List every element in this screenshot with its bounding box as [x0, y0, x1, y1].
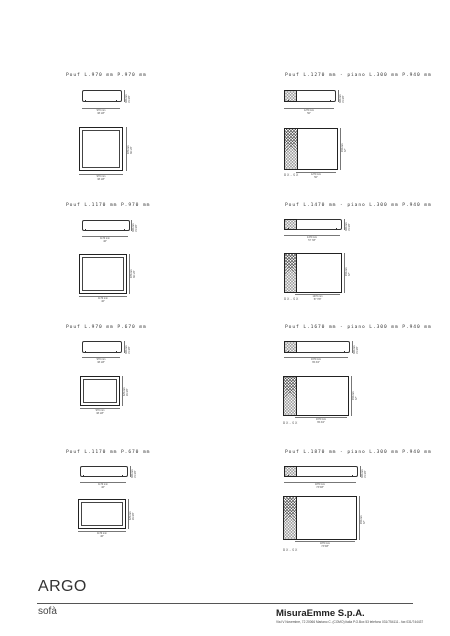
- foot: [124, 229, 125, 231]
- item-caption: Pouf L.1170 mm P.970 mm: [66, 203, 151, 208]
- quilted-top-section: [283, 376, 297, 416]
- foot: [336, 228, 337, 230]
- width-label: 970 mm 38 1/8": [96, 358, 106, 364]
- height-label: 390 mm 15 3/8": [353, 345, 359, 354]
- foot: [288, 100, 289, 102]
- depth-label: 670 mm 26 3/8": [129, 511, 135, 520]
- width-label: 970 mm 38 1/8": [96, 109, 106, 115]
- seat-outline: [83, 379, 117, 403]
- foot: [85, 100, 86, 102]
- seat-outline: [81, 502, 123, 526]
- quilted-top-section: [284, 253, 297, 293]
- item-caption: Pouf L.970 mm P.970 mm: [66, 73, 147, 78]
- depth-label: 970 mm 38 1/8": [130, 269, 136, 278]
- width-label: 1870 mm 73 5/8": [320, 542, 330, 548]
- side-elevation: [80, 466, 128, 477]
- plan-view: [80, 376, 120, 406]
- width-label: 1470 mm 57 7/8": [307, 236, 317, 242]
- width-label: 1170 mm 46": [98, 483, 108, 489]
- version-code: DX-SX: [284, 296, 299, 301]
- quilted-top-section: [283, 496, 297, 540]
- version-code: DX-SX: [283, 547, 298, 552]
- foot: [352, 475, 353, 477]
- foot: [288, 351, 289, 353]
- foot: [85, 229, 86, 231]
- plan-view: [79, 127, 123, 171]
- height-label: 390 mm 15 3/8": [131, 469, 137, 478]
- height-label: 390 mm 15 3/8": [125, 94, 131, 103]
- height-label: 390 mm 15 3/8": [345, 222, 351, 231]
- seat-outline: [82, 130, 120, 168]
- width-label: 1270 mm 50": [304, 109, 314, 115]
- depth-label: 970 mm 38 1/8": [127, 145, 133, 154]
- foot: [122, 475, 123, 477]
- depth-label: 940 mm 37": [352, 391, 358, 400]
- depth-label: 940 mm 37": [345, 267, 351, 276]
- height-label: 390 mm 15 3/8": [339, 94, 345, 103]
- item-caption: Pouf L.1470 mm - piano L.300 mm P.940 mm: [285, 203, 432, 208]
- footer-divider: [37, 603, 413, 604]
- version-code: DX-SX: [284, 172, 299, 177]
- foot: [83, 475, 84, 477]
- width-label: 1670 mm 65 3/4": [316, 418, 326, 424]
- foot: [85, 351, 86, 353]
- width-label: 1170 mm 46": [98, 297, 108, 303]
- quilted-top-section: [284, 341, 297, 353]
- item-caption: Pouf L.1270 mm - piano L.300 mm P.940 mm: [285, 73, 432, 78]
- quilted-top-section: [284, 90, 297, 102]
- product-name: ARGO: [38, 578, 87, 595]
- foot: [116, 100, 117, 102]
- plan-view: [78, 499, 126, 529]
- foot: [344, 351, 345, 353]
- company-name: MisuraEmme S.p.A.: [276, 608, 365, 619]
- item-caption: Pouf L.1170 mm P.670 mm: [66, 450, 151, 455]
- width-label: 1470 mm 57 7/8": [312, 295, 323, 301]
- width-label: 970 mm 38 1/8": [95, 409, 105, 415]
- height-label: 390 mm 15 3/8": [125, 345, 131, 354]
- quilted-top-section: [284, 466, 297, 477]
- foot: [288, 475, 289, 477]
- depth-label: 940 mm 37": [341, 143, 347, 152]
- depth-label: 670 mm 26 3/8": [123, 387, 129, 396]
- depth-label: 940 mm 37": [360, 515, 366, 524]
- width-label: 1870 mm 73 5/8": [315, 483, 325, 489]
- version-code: DX-SX: [283, 420, 298, 425]
- seat-outline: [82, 257, 124, 291]
- width-label: 1170 mm 46": [100, 237, 110, 243]
- foot: [330, 100, 331, 102]
- width-label: 970 mm 38 1/8": [96, 175, 106, 181]
- item-caption: Pouf L.1670 mm - piano L.300 mm P.940 mm: [285, 325, 432, 330]
- width-label: 1170 mm 46": [97, 532, 107, 538]
- side-elevation: [82, 220, 130, 231]
- foot: [116, 351, 117, 353]
- height-label: 390 mm 15 3/8": [361, 469, 367, 478]
- company-address: Via IV Novembre, 72 20066 Mariano C. (COMO) Italia P.O.Box 53 telefono 031/754111 - fax 031/744437: [276, 620, 424, 624]
- width-label: 1270 mm 50": [311, 173, 321, 179]
- item-caption: Pouf L.970 mm P.670 mm: [66, 325, 147, 330]
- product-category: sofà: [38, 606, 57, 617]
- item-caption: Pouf L.1870 mm - piano L.300 mm P.940 mm: [285, 450, 432, 455]
- foot: [288, 228, 289, 230]
- width-label: 1670 mm 65 3/4": [311, 358, 321, 364]
- height-label: 390 mm 15 3/8": [132, 223, 138, 232]
- quilted-top-section: [284, 219, 297, 230]
- plan-view: [79, 254, 127, 294]
- quilted-top-section: [284, 128, 298, 170]
